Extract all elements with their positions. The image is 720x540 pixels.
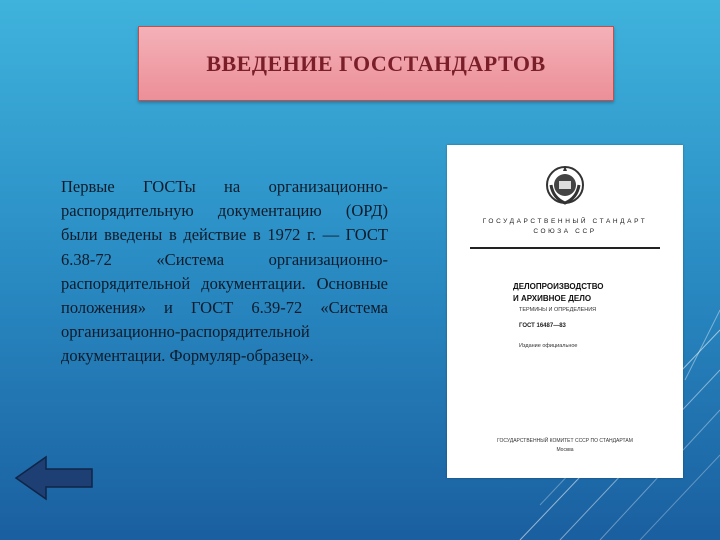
document-header-line2: СОЮЗА ССР (533, 228, 597, 235)
document-divider (470, 247, 660, 249)
document-footer-line2: Москва (556, 447, 574, 453)
back-arrow-icon[interactable] (14, 455, 94, 501)
document-code: ГОСТ 16487—83 (519, 323, 566, 329)
body-paragraph: Первые ГОСТы на организационно-распорядительную документацию (ОРД) были введены в действие в 1972 г. — ГОСТ 6.38-72 «Система организационно-распорядительной документации. Основные положения» и ГОСТ 6.39-72 «Система организационно-распорядительной документации. Формуляр-образец». (61, 177, 388, 366)
document-footer-line1: ГОСУДАРСТВЕННЫЙ КОМИТЕТ СССР ПО СТАНДАРТАМ (497, 438, 633, 444)
gost-document-image (447, 145, 683, 478)
document-subtitle: ТЕРМИНЫ И ОПРЕДЕЛЕНИЯ (519, 307, 597, 313)
document-title-line1: ДЕЛОПРОИЗВОДСТВО (513, 282, 604, 291)
document-edition: Издание официальное (519, 343, 578, 349)
document-header-line1: ГОСУДАРСТВЕННЫЙ СТАНДАРТ (482, 218, 648, 225)
title-box (138, 26, 614, 101)
document-title-line2: И АРХИВНОЕ ДЕЛО (513, 294, 592, 303)
ussr-emblem-icon (543, 163, 587, 207)
slide-title: ВВЕДЕНИЕ ГОССТАНДАРТОВ (206, 50, 546, 76)
